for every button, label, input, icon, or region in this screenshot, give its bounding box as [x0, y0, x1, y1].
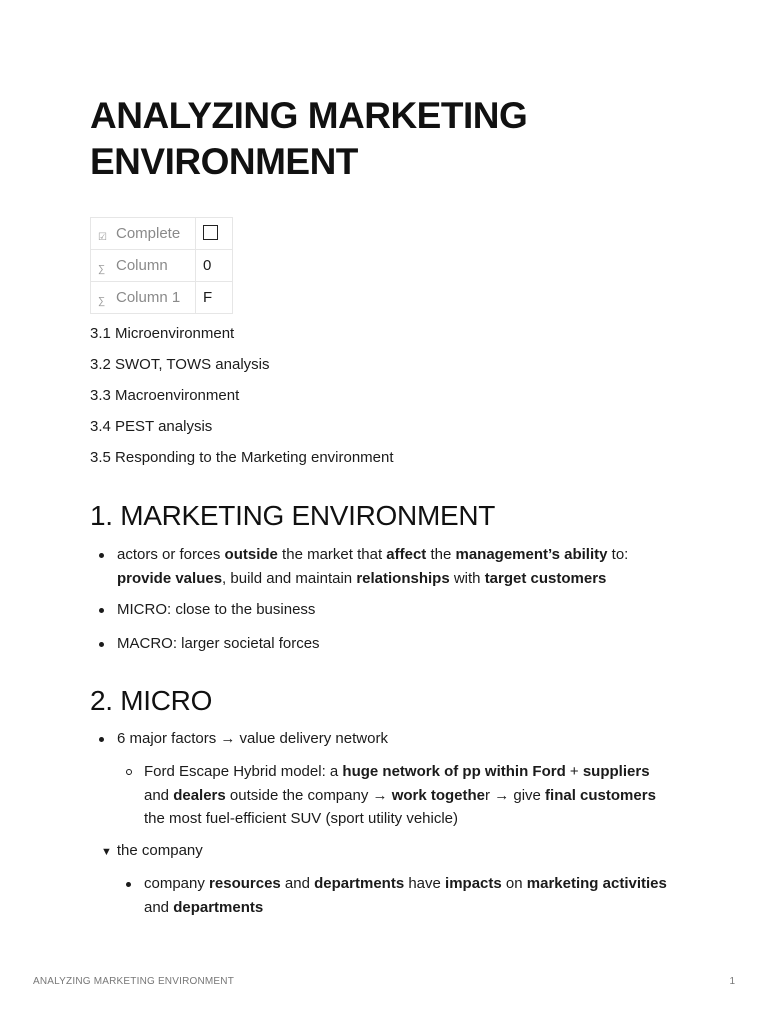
property-value: F: [196, 282, 233, 314]
sigma-icon: ∑: [98, 263, 106, 275]
property-key-label: Complete: [116, 224, 181, 242]
complete-checkbox[interactable]: [203, 225, 218, 240]
bullet-icon: [99, 737, 104, 742]
toc-item: 3.5 Responding to the Marketing environment: [90, 449, 394, 466]
list-item: 6 major factors → value delivery network: [90, 727, 680, 751]
sigma-icon: ∑: [98, 295, 106, 307]
toggle-label: the company: [116, 842, 203, 859]
bullet-icon: [126, 882, 131, 887]
property-key-label: Column: [116, 256, 168, 274]
property-row-complete: [91, 218, 233, 250]
property-key: [91, 218, 196, 250]
toggle-content-list: [117, 872, 677, 919]
toc-item: 3.1 Microenvironment: [90, 325, 235, 342]
toggle-the-company[interactable]: [101, 840, 203, 863]
bullet-list: [90, 727, 680, 751]
properties-table: [90, 217, 233, 314]
checkbox-icon: ☑: [98, 231, 107, 243]
page-footer-title: ANALYZING MARKETING ENVIRONMENT: [33, 976, 235, 987]
table-of-contents: [90, 324, 394, 479]
bullet-list: [90, 543, 680, 655]
page-number: 1: [729, 976, 735, 987]
page-title: ANALYZING MARKETING ENVIRONMENT: [90, 95, 528, 182]
bullet-icon: [99, 608, 104, 613]
toc-item: 3.4 PEST analysis: [90, 418, 213, 435]
property-value[interactable]: [196, 218, 233, 250]
section-heading-marketing-environment: 1. MARKETING ENVIRONMENT: [90, 500, 496, 531]
property-row-column: [91, 250, 233, 282]
bullet-icon: [99, 642, 104, 647]
property-key: [91, 250, 196, 282]
list-item: actors or forces outside the market that affect the management’s ability to: provide values, build and maintain relationships with target customers: [90, 543, 680, 590]
toc-item: 3.2 SWOT, TOWS analysis: [90, 356, 270, 373]
toggle-triangle-icon[interactable]: ▼: [101, 846, 112, 858]
list-item: company resources and departments have impacts on marketing activities and departments: [117, 872, 677, 919]
hollow-bullet-icon: [126, 769, 132, 775]
list-item: MACRO: larger societal forces: [90, 632, 680, 656]
property-row-column-1: [91, 282, 233, 314]
property-key-label: Column 1: [116, 288, 181, 306]
list-item: MICRO: close to the business: [90, 598, 680, 622]
bullet-icon: [99, 553, 104, 558]
property-key: [91, 282, 196, 314]
sub-bullet-list: [117, 760, 677, 831]
toc-item: 3.3 Macroenvironment: [90, 387, 240, 404]
property-value: 0: [196, 250, 233, 282]
list-item: Ford Escape Hybrid model: a huge network of pp within Ford + suppliers and dealers outside the company → work together → give final customers the most fuel-efficient SUV (sport utility vehicle): [117, 760, 677, 831]
section-heading-micro: 2. MICRO: [90, 685, 213, 716]
